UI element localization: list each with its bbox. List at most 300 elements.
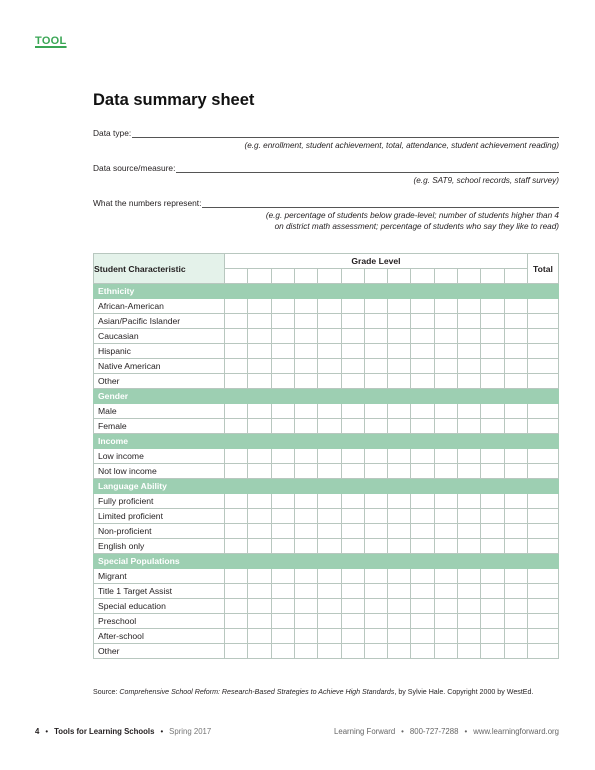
grade-cell[interactable] (341, 404, 364, 419)
grade-cell[interactable] (248, 419, 271, 434)
grade-column-cell[interactable] (481, 269, 504, 284)
grade-cell[interactable] (294, 359, 317, 374)
grade-cell[interactable] (504, 494, 527, 509)
grade-cell[interactable] (504, 509, 527, 524)
grade-cell[interactable] (341, 644, 364, 659)
total-cell[interactable] (527, 464, 558, 479)
grade-cell[interactable] (481, 449, 504, 464)
grade-cell[interactable] (248, 584, 271, 599)
grade-cell[interactable] (364, 644, 387, 659)
grade-cell[interactable] (341, 494, 364, 509)
grade-cell[interactable] (388, 494, 411, 509)
grade-cell[interactable] (248, 359, 271, 374)
grade-cell[interactable] (225, 539, 248, 554)
grade-cell[interactable] (504, 404, 527, 419)
grade-cell[interactable] (294, 449, 317, 464)
grade-cell[interactable] (271, 374, 294, 389)
grade-cell[interactable] (318, 644, 341, 659)
row-label: Other (94, 374, 225, 389)
grade-cell[interactable] (248, 599, 271, 614)
grade-cell[interactable] (341, 509, 364, 524)
grade-cell[interactable] (225, 449, 248, 464)
grade-cell[interactable] (318, 449, 341, 464)
grade-cell[interactable] (504, 344, 527, 359)
grade-cell[interactable] (457, 359, 480, 374)
grade-cell[interactable] (481, 494, 504, 509)
grade-cell[interactable] (341, 614, 364, 629)
grade-cell[interactable] (481, 644, 504, 659)
grade-cell[interactable] (364, 299, 387, 314)
grade-cell[interactable] (434, 329, 457, 344)
grade-column-cell[interactable] (294, 269, 317, 284)
grade-cell[interactable] (411, 359, 434, 374)
grade-cell[interactable] (481, 464, 504, 479)
grade-cell[interactable] (364, 614, 387, 629)
grade-cell[interactable] (388, 419, 411, 434)
grade-cell[interactable] (271, 494, 294, 509)
grade-cell[interactable] (504, 329, 527, 344)
grade-cell[interactable] (504, 464, 527, 479)
grade-cell[interactable] (271, 509, 294, 524)
grade-cell[interactable] (271, 344, 294, 359)
grade-cell[interactable] (294, 329, 317, 344)
grade-cell[interactable] (388, 539, 411, 554)
grade-cell[interactable] (481, 314, 504, 329)
grade-cell[interactable] (341, 569, 364, 584)
total-cell[interactable] (527, 374, 558, 389)
grade-cell[interactable] (434, 344, 457, 359)
total-cell[interactable] (527, 359, 558, 374)
grade-cell[interactable] (248, 614, 271, 629)
table-row (94, 509, 559, 524)
grade-cell[interactable] (411, 344, 434, 359)
grade-cell[interactable] (434, 584, 457, 599)
grade-cell[interactable] (411, 644, 434, 659)
grade-cell[interactable] (457, 464, 480, 479)
grade-cell[interactable] (434, 464, 457, 479)
grade-cell[interactable] (364, 539, 387, 554)
row-label: Not low income (94, 464, 225, 479)
grade-cell[interactable] (457, 404, 480, 419)
grade-cell[interactable] (341, 584, 364, 599)
grade-cell[interactable] (341, 359, 364, 374)
grade-cell[interactable] (411, 509, 434, 524)
grade-cell[interactable] (248, 524, 271, 539)
grade-cell[interactable] (388, 599, 411, 614)
grade-cell[interactable] (225, 569, 248, 584)
grade-cell[interactable] (225, 644, 248, 659)
grade-cell[interactable] (248, 449, 271, 464)
grade-cell[interactable] (411, 374, 434, 389)
total-cell[interactable] (527, 569, 558, 584)
grade-cell[interactable] (294, 314, 317, 329)
grade-cell[interactable] (318, 419, 341, 434)
grade-cell[interactable] (271, 359, 294, 374)
grade-cell[interactable] (434, 494, 457, 509)
grade-cell[interactable] (388, 584, 411, 599)
grade-cell[interactable] (434, 524, 457, 539)
grade-cell[interactable] (225, 329, 248, 344)
grade-cell[interactable] (294, 494, 317, 509)
grade-cell[interactable] (225, 584, 248, 599)
total-cell[interactable] (527, 494, 558, 509)
grade-cell[interactable] (481, 509, 504, 524)
grade-cell[interactable] (318, 629, 341, 644)
grade-cell[interactable] (364, 569, 387, 584)
grade-cell[interactable] (364, 584, 387, 599)
grade-cell[interactable] (457, 599, 480, 614)
grade-cell[interactable] (457, 314, 480, 329)
grade-column-cell[interactable] (225, 269, 248, 284)
grade-cell[interactable] (271, 614, 294, 629)
grade-cell[interactable] (411, 314, 434, 329)
grade-cell[interactable] (434, 359, 457, 374)
grade-cell[interactable] (318, 464, 341, 479)
grade-cell[interactable] (318, 359, 341, 374)
grade-cell[interactable] (294, 344, 317, 359)
grade-cell[interactable] (411, 614, 434, 629)
grade-cell[interactable] (225, 419, 248, 434)
grade-cell[interactable] (388, 644, 411, 659)
grade-cell[interactable] (481, 329, 504, 344)
grade-cell[interactable] (388, 629, 411, 644)
grade-cell[interactable] (248, 494, 271, 509)
grade-cell[interactable] (388, 299, 411, 314)
grade-cell[interactable] (271, 539, 294, 554)
grade-cell[interactable] (457, 374, 480, 389)
grade-cell[interactable] (318, 344, 341, 359)
grade-cell[interactable] (271, 524, 294, 539)
grade-cell[interactable] (504, 629, 527, 644)
grade-cell[interactable] (411, 419, 434, 434)
grade-cell[interactable] (457, 539, 480, 554)
grade-cell[interactable] (341, 419, 364, 434)
grade-cell[interactable] (318, 329, 341, 344)
grade-cell[interactable] (294, 524, 317, 539)
grade-cell[interactable] (294, 539, 317, 554)
grade-cell[interactable] (364, 404, 387, 419)
grade-cell[interactable] (271, 449, 294, 464)
grade-cell[interactable] (434, 569, 457, 584)
grade-cell[interactable] (481, 359, 504, 374)
grade-cell[interactable] (318, 494, 341, 509)
grade-cell[interactable] (248, 329, 271, 344)
grade-cell[interactable] (271, 629, 294, 644)
grade-cell[interactable] (225, 314, 248, 329)
grade-cell[interactable] (434, 314, 457, 329)
grade-cell[interactable] (411, 404, 434, 419)
grade-cell[interactable] (294, 404, 317, 419)
grade-cell[interactable] (434, 419, 457, 434)
grade-cell[interactable] (341, 464, 364, 479)
grade-cell[interactable] (341, 449, 364, 464)
grade-cell[interactable] (481, 404, 504, 419)
grade-cell[interactable] (411, 599, 434, 614)
grade-cell[interactable] (318, 299, 341, 314)
grade-cell[interactable] (504, 539, 527, 554)
grade-cell[interactable] (248, 314, 271, 329)
grade-column-cell[interactable] (434, 269, 457, 284)
grade-cell[interactable] (318, 584, 341, 599)
grade-cell[interactable] (504, 419, 527, 434)
grade-cell[interactable] (294, 629, 317, 644)
total-cell[interactable] (527, 419, 558, 434)
grade-cell[interactable] (457, 419, 480, 434)
grade-cell[interactable] (481, 299, 504, 314)
grade-cell[interactable] (341, 599, 364, 614)
grade-cell[interactable] (388, 404, 411, 419)
total-cell[interactable] (527, 449, 558, 464)
grade-cell[interactable] (457, 329, 480, 344)
grade-cell[interactable] (411, 629, 434, 644)
grade-cell[interactable] (271, 314, 294, 329)
numbers-represent-line[interactable] (202, 199, 559, 208)
grade-cell[interactable] (411, 539, 434, 554)
grade-cell[interactable] (364, 329, 387, 344)
grade-cell[interactable] (434, 404, 457, 419)
grade-cell[interactable] (225, 404, 248, 419)
grade-column-cell[interactable] (504, 269, 527, 284)
grade-cell[interactable] (504, 449, 527, 464)
grade-cell[interactable] (411, 584, 434, 599)
grade-cell[interactable] (434, 629, 457, 644)
grade-cell[interactable] (481, 614, 504, 629)
grade-cell[interactable] (481, 374, 504, 389)
grade-cell[interactable] (481, 344, 504, 359)
total-cell[interactable] (527, 509, 558, 524)
grade-cell[interactable] (248, 299, 271, 314)
grade-cell[interactable] (225, 614, 248, 629)
grade-cell[interactable] (364, 359, 387, 374)
grade-cell[interactable] (341, 524, 364, 539)
grade-cell[interactable] (434, 374, 457, 389)
grade-cell[interactable] (481, 599, 504, 614)
grade-cell[interactable] (388, 344, 411, 359)
grade-cell[interactable] (271, 419, 294, 434)
grade-cell[interactable] (411, 299, 434, 314)
grade-cell[interactable] (341, 329, 364, 344)
grade-column-cell[interactable] (271, 269, 294, 284)
grade-cell[interactable] (364, 629, 387, 644)
total-cell[interactable] (527, 584, 558, 599)
grade-cell[interactable] (457, 644, 480, 659)
grade-cell[interactable] (318, 374, 341, 389)
grade-column-cell[interactable] (318, 269, 341, 284)
grade-cell[interactable] (248, 374, 271, 389)
grade-cell[interactable] (318, 404, 341, 419)
grade-cell[interactable] (225, 524, 248, 539)
grade-cell[interactable] (341, 629, 364, 644)
grade-column-cell[interactable] (248, 269, 271, 284)
grade-cell[interactable] (225, 464, 248, 479)
grade-cell[interactable] (481, 629, 504, 644)
grade-cell[interactable] (388, 449, 411, 464)
grade-cell[interactable] (457, 449, 480, 464)
grade-cell[interactable] (411, 524, 434, 539)
grade-cell[interactable] (318, 524, 341, 539)
grade-cell[interactable] (318, 569, 341, 584)
grade-cell[interactable] (457, 524, 480, 539)
grade-cell[interactable] (481, 419, 504, 434)
grade-cell[interactable] (225, 494, 248, 509)
grade-cell[interactable] (271, 599, 294, 614)
grade-cell[interactable] (271, 464, 294, 479)
grade-cell[interactable] (271, 299, 294, 314)
grade-cell[interactable] (457, 569, 480, 584)
grade-cell[interactable] (271, 569, 294, 584)
total-cell[interactable] (527, 614, 558, 629)
grade-cell[interactable] (341, 539, 364, 554)
grade-cell[interactable] (457, 494, 480, 509)
grade-cell[interactable] (411, 464, 434, 479)
grade-cell[interactable] (271, 584, 294, 599)
grade-cell[interactable] (248, 644, 271, 659)
grade-cell[interactable] (225, 374, 248, 389)
grade-cell[interactable] (294, 299, 317, 314)
grade-cell[interactable] (318, 509, 341, 524)
grade-cell[interactable] (248, 629, 271, 644)
total-cell[interactable] (527, 404, 558, 419)
grade-cell[interactable] (364, 524, 387, 539)
grade-cell[interactable] (457, 584, 480, 599)
grade-cell[interactable] (271, 644, 294, 659)
grade-cell[interactable] (388, 359, 411, 374)
grade-cell[interactable] (457, 344, 480, 359)
grade-cell[interactable] (225, 509, 248, 524)
grade-cell[interactable] (481, 569, 504, 584)
grade-cell[interactable] (481, 539, 504, 554)
grade-cell[interactable] (411, 449, 434, 464)
grade-cell[interactable] (225, 629, 248, 644)
grade-cell[interactable] (341, 344, 364, 359)
grade-cell[interactable] (364, 464, 387, 479)
data-source-line[interactable] (176, 164, 559, 173)
grade-cell[interactable] (481, 524, 504, 539)
grade-cell[interactable] (504, 524, 527, 539)
category-label: Ethnicity (94, 284, 559, 299)
grade-cell[interactable] (341, 314, 364, 329)
total-cell[interactable] (527, 299, 558, 314)
grade-cell[interactable] (457, 509, 480, 524)
grade-cell[interactable] (504, 644, 527, 659)
grade-cell[interactable] (504, 614, 527, 629)
grade-cell[interactable] (504, 569, 527, 584)
grade-cell[interactable] (248, 539, 271, 554)
total-cell[interactable] (527, 644, 558, 659)
total-cell[interactable] (527, 629, 558, 644)
grade-cell[interactable] (248, 404, 271, 419)
grade-cell[interactable] (318, 599, 341, 614)
grade-cell[interactable] (271, 329, 294, 344)
grade-cell[interactable] (434, 449, 457, 464)
grade-cell[interactable] (504, 314, 527, 329)
grade-cell[interactable] (294, 374, 317, 389)
grade-cell[interactable] (388, 614, 411, 629)
grade-cell[interactable] (364, 494, 387, 509)
grade-column-cell[interactable] (364, 269, 387, 284)
grade-cell[interactable] (434, 599, 457, 614)
grade-cell[interactable] (294, 509, 317, 524)
grade-cell[interactable] (364, 419, 387, 434)
grade-cell[interactable] (457, 629, 480, 644)
grade-cell[interactable] (504, 584, 527, 599)
grade-cell[interactable] (388, 524, 411, 539)
grade-cell[interactable] (388, 464, 411, 479)
grade-column-cell[interactable] (411, 269, 434, 284)
grade-cell[interactable] (434, 614, 457, 629)
grade-cell[interactable] (271, 404, 294, 419)
grade-cell[interactable] (364, 314, 387, 329)
total-cell[interactable] (527, 524, 558, 539)
grade-cell[interactable] (388, 329, 411, 344)
grade-cell[interactable] (411, 494, 434, 509)
grade-cell[interactable] (225, 344, 248, 359)
grade-cell[interactable] (388, 374, 411, 389)
grade-cell[interactable] (294, 614, 317, 629)
grade-cell[interactable] (504, 359, 527, 374)
grade-cell[interactable] (457, 614, 480, 629)
grade-cell[interactable] (457, 299, 480, 314)
grade-cell[interactable] (388, 509, 411, 524)
grade-cell[interactable] (434, 299, 457, 314)
grade-cell[interactable] (318, 614, 341, 629)
grade-cell[interactable] (481, 584, 504, 599)
data-type-line[interactable] (132, 129, 559, 138)
grade-cell[interactable] (318, 314, 341, 329)
grade-cell[interactable] (294, 599, 317, 614)
grade-cell[interactable] (388, 569, 411, 584)
grade-cell[interactable] (248, 464, 271, 479)
grade-cell[interactable] (341, 374, 364, 389)
grade-cell[interactable] (364, 599, 387, 614)
grade-cell[interactable] (225, 299, 248, 314)
grade-cell[interactable] (248, 509, 271, 524)
grade-cell[interactable] (411, 329, 434, 344)
grade-cell[interactable] (341, 299, 364, 314)
grade-cell[interactable] (364, 374, 387, 389)
grade-cell[interactable] (248, 344, 271, 359)
grade-cell[interactable] (411, 569, 434, 584)
grade-cell[interactable] (248, 569, 271, 584)
grade-cell[interactable] (294, 584, 317, 599)
grade-cell[interactable] (434, 539, 457, 554)
grade-cell[interactable] (225, 359, 248, 374)
total-cell[interactable] (527, 539, 558, 554)
grade-cell[interactable] (294, 464, 317, 479)
grade-cell[interactable] (434, 644, 457, 659)
grade-cell[interactable] (225, 599, 248, 614)
grade-column-cell[interactable] (388, 269, 411, 284)
grade-cell[interactable] (504, 299, 527, 314)
grade-column-cell[interactable] (457, 269, 480, 284)
grade-cell[interactable] (434, 509, 457, 524)
grade-cell[interactable] (504, 374, 527, 389)
grade-column-cell[interactable] (341, 269, 364, 284)
total-cell[interactable] (527, 599, 558, 614)
grade-cell[interactable] (388, 314, 411, 329)
total-cell[interactable] (527, 314, 558, 329)
grade-cell[interactable] (294, 569, 317, 584)
total-cell[interactable] (527, 329, 558, 344)
grade-cell[interactable] (364, 509, 387, 524)
grade-cell[interactable] (294, 419, 317, 434)
grade-cell[interactable] (364, 344, 387, 359)
grade-cell[interactable] (294, 644, 317, 659)
grade-cell[interactable] (504, 599, 527, 614)
grade-cell[interactable] (364, 449, 387, 464)
grade-cell[interactable] (318, 539, 341, 554)
total-cell[interactable] (527, 344, 558, 359)
